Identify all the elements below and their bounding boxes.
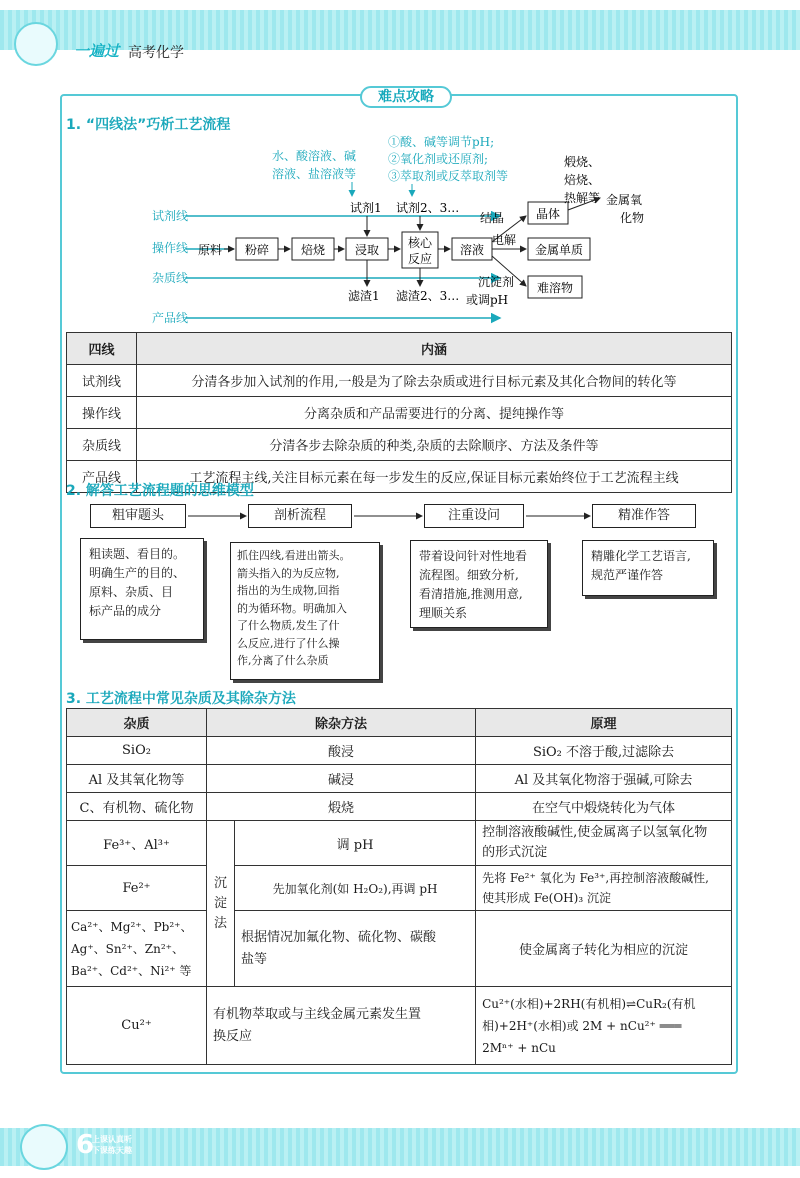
table-row <box>67 365 732 397</box>
step-box-3: 注重设问 <box>424 504 524 528</box>
footer-slogan <box>92 1134 132 1156</box>
flow-raw-material: 原料 <box>198 243 223 257</box>
precipitation-label-cell <box>207 821 235 987</box>
note-line: 箭头指入的为反应物, <box>237 566 340 580</box>
line-label-operation: 操作线 <box>152 241 189 255</box>
table-cell: 在空气中煅烧转化为气体 <box>476 793 732 821</box>
note-line: 么反应,进行了什么操 <box>237 636 340 650</box>
cell-line: 相)+2H⁺(水相)或 2M + nCu²⁺ ═══ <box>482 1018 682 1033</box>
flow-residue23: 滤渣2、3… <box>396 289 460 303</box>
table-row <box>67 987 732 1065</box>
flow-calcine-3: 热解等 <box>564 191 601 205</box>
table-header: 内涵 <box>137 333 732 365</box>
table-row <box>67 737 732 765</box>
slogan-line: 上课认真听 <box>92 1135 132 1144</box>
table-cell: 试剂线 <box>67 365 137 397</box>
impurity-table <box>66 708 732 1065</box>
table-cell <box>476 866 732 911</box>
flow-crystallize-label: 结晶 <box>480 211 505 225</box>
table-cell: 使金属离子转化为相应的沉淀 <box>476 911 732 987</box>
cell-line: Cu²⁺(水相)+2RH(有机相)⇌CuR₂(有机 <box>482 996 696 1011</box>
table-cell: 先加氧化剂(如 H₂O₂),再调 pH <box>235 866 476 911</box>
note-line: 带着设问针对性地看 <box>419 549 528 563</box>
step-note-2 <box>230 542 380 680</box>
slogan-line: 下课练天趣 <box>92 1146 132 1155</box>
line-label-reagent: 试剂线 <box>152 209 189 223</box>
step-note-3 <box>410 540 548 628</box>
table-cell: Cu²⁺ <box>67 987 207 1065</box>
table-row <box>67 429 732 461</box>
cell-line: 使其形成 Fe(OH)₃ 沉淀 <box>482 891 611 905</box>
line-label-impurity: 杂质线 <box>152 271 189 285</box>
note-line: 流程图。细致分析, <box>419 568 519 582</box>
table-cell: 分离杂质和产品需要进行的分离、提纯操作等 <box>137 397 732 429</box>
table-row <box>67 911 732 987</box>
table-cell: 工艺流程主线,关注目标元素在每一步发生的反应,保证目标元素始终位于工艺流程主线 <box>137 461 732 493</box>
table-row <box>67 821 732 866</box>
table-cell: SiO₂ <box>67 737 207 765</box>
note-line: 的为循环物。明确加入 <box>237 601 347 615</box>
mascot-logo-icon <box>14 22 58 66</box>
flow-metal-oxide-2: 化物 <box>620 211 645 225</box>
page-number: 6 <box>76 1130 95 1160</box>
cell-line: 2Mⁿ⁺ + nCu <box>482 1040 556 1055</box>
flow-metal-oxide-1: 金属氧 <box>606 193 643 207</box>
flow-calcine-1: 煅烧、 <box>564 155 601 169</box>
section3-title: 3. 工艺流程中常见杂质及其除杂方法 <box>66 691 296 707</box>
table-cell <box>476 821 732 866</box>
table-cell: 分清各步加入试剂的作用,一般是为了除去杂质或进行目标元素及其化合物间的转化等 <box>137 365 732 397</box>
table-cell: Al 及其氧化物溶于强碱,可除去 <box>476 765 732 793</box>
table-cell: 操作线 <box>67 397 137 429</box>
cell-line: Ba²⁺、Cd²⁺、Ni²⁺ 等 <box>71 963 192 978</box>
table-cell: Fe³⁺、Al³⁺ <box>67 821 207 866</box>
table-row <box>67 793 732 821</box>
table-cell: 杂质线 <box>67 429 137 461</box>
flow-leach: 浸取 <box>354 243 380 257</box>
note-line: 理顺关系 <box>419 606 468 620</box>
flow-crystal: 晶体 <box>535 207 561 221</box>
brand-name: 一遍过 <box>74 42 120 60</box>
reagent-hint-right-2: ②氧化剂或还原剂; <box>388 152 489 166</box>
cell-line: 有机物萃取或与主线金属元素发生置 <box>213 1006 422 1022</box>
flow-roast: 焙烧 <box>300 243 326 257</box>
step-box-2: 剖析流程 <box>248 504 352 528</box>
precip-label-char: 淀 <box>213 895 227 911</box>
flow-reagent1: 试剂1 <box>350 201 382 215</box>
step-note-4 <box>582 540 714 596</box>
reagent-hint-right-3: ③萃取剂或反萃取剂等 <box>388 169 509 183</box>
table-cell: 调 pH <box>235 821 476 866</box>
table-cell <box>235 911 476 987</box>
note-line: 原料、杂质、目 <box>89 585 174 599</box>
flow-electrolysis-label: 电解 <box>492 233 517 247</box>
flow-crush: 粉碎 <box>244 243 270 257</box>
table-cell: SiO₂ 不溶于酸,过滤除去 <box>476 737 732 765</box>
table-header: 除杂方法 <box>207 709 476 737</box>
table-header: 原理 <box>476 709 732 737</box>
flow-metal: 金属单质 <box>534 243 584 257</box>
table-header: 杂质 <box>67 709 207 737</box>
flow-precipitant-1: 沉淀剂 <box>478 275 515 289</box>
cell-line: Ag⁺、Sn²⁺、Zn²⁺、 <box>71 941 184 956</box>
flow-reagent23: 试剂2、3… <box>396 201 460 215</box>
four-line-flowchart <box>60 134 738 330</box>
table-cell: C、有机物、硫化物 <box>67 793 207 821</box>
cell-line: 先将 Fe²⁺ 氧化为 Fe³⁺,再控制溶液酸碱性, <box>482 871 709 885</box>
note-line: 粗读题、看目的。 <box>89 547 186 561</box>
reagent-hint-left-1: 水、酸溶液、碱 <box>272 149 357 163</box>
mascot-footer-icon <box>20 1124 68 1170</box>
four-lines-table <box>66 332 732 493</box>
flow-residue1: 滤渣1 <box>348 289 380 303</box>
table-row <box>67 765 732 793</box>
panel-tab-title: 难点攻略 <box>360 86 452 108</box>
note-line: 作,分离了什么杂质 <box>237 654 329 667</box>
reagent-hint-left-2: 溶液、盐溶液等 <box>272 167 357 181</box>
step-note-1 <box>80 538 204 640</box>
table-cell: Al 及其氧化物等 <box>67 765 207 793</box>
section1-title: 1. “四线法”巧析工艺流程 <box>66 117 231 133</box>
reagent-hint-right-1: ①酸、碱等调节pH; <box>388 135 495 149</box>
table-cell: Fe²⁺ <box>67 866 207 911</box>
note-line: 精雕化学工艺语言, <box>591 549 691 563</box>
flow-calcine-2: 焙烧、 <box>564 173 601 187</box>
table-cell <box>476 987 732 1065</box>
note-line: 抓住四线,看进出箭头。 <box>237 549 351 562</box>
note-line: 规范严谨作答 <box>591 568 664 582</box>
flow-solution: 溶液 <box>459 243 485 257</box>
cell-line: 的形式沉淀 <box>482 845 548 860</box>
flow-insoluble: 难溶物 <box>536 281 574 295</box>
cell-line: 根据情况加氟化物、硫化物、碳酸 <box>241 929 437 945</box>
table-cell: 产品线 <box>67 461 137 493</box>
cell-line: 换反应 <box>213 1028 253 1044</box>
flow-core-1: 核心 <box>407 236 433 250</box>
note-line: 了什么物质,发生了什 <box>237 619 340 632</box>
table-cell: 分清各步去除杂质的种类,杂质的去除顺序、方法及条件等 <box>137 429 732 461</box>
note-line: 标产品的成分 <box>89 604 162 618</box>
table-cell <box>207 987 476 1065</box>
flow-precipitant-2: 或调pH <box>466 293 509 307</box>
table-cell <box>67 911 207 987</box>
note-line: 看清措施,推测用意, <box>419 587 523 601</box>
section2-title: 2. 解答工艺流程题的思维模型 <box>66 483 254 499</box>
cell-line: 控制溶液酸碱性,使金属离子以氢氧化物 <box>482 825 708 840</box>
note-line: 明确生产的目的、 <box>89 566 186 580</box>
subject-title: 高考化学 <box>128 44 184 60</box>
cell-line: 盐等 <box>241 951 268 967</box>
flow-core-2: 反应 <box>407 252 433 266</box>
table-header: 四线 <box>67 333 137 365</box>
table-row <box>67 397 732 429</box>
line-label-product: 产品线 <box>152 311 189 325</box>
table-cell: 煅烧 <box>207 793 476 821</box>
note-line: 指出的为生成物,回指 <box>237 584 340 597</box>
header-band <box>0 10 800 50</box>
cell-line: Ca²⁺、Mg²⁺、Pb²⁺、 <box>71 919 193 934</box>
precip-label-char: 沉 <box>213 875 227 891</box>
step-box-1: 粗审题头 <box>90 504 186 528</box>
step-box-4: 精准作答 <box>592 504 696 528</box>
table-cell: 碱浸 <box>207 765 476 793</box>
table-row <box>67 866 732 911</box>
precip-label-char: 法 <box>213 915 227 931</box>
table-cell: 酸浸 <box>207 737 476 765</box>
